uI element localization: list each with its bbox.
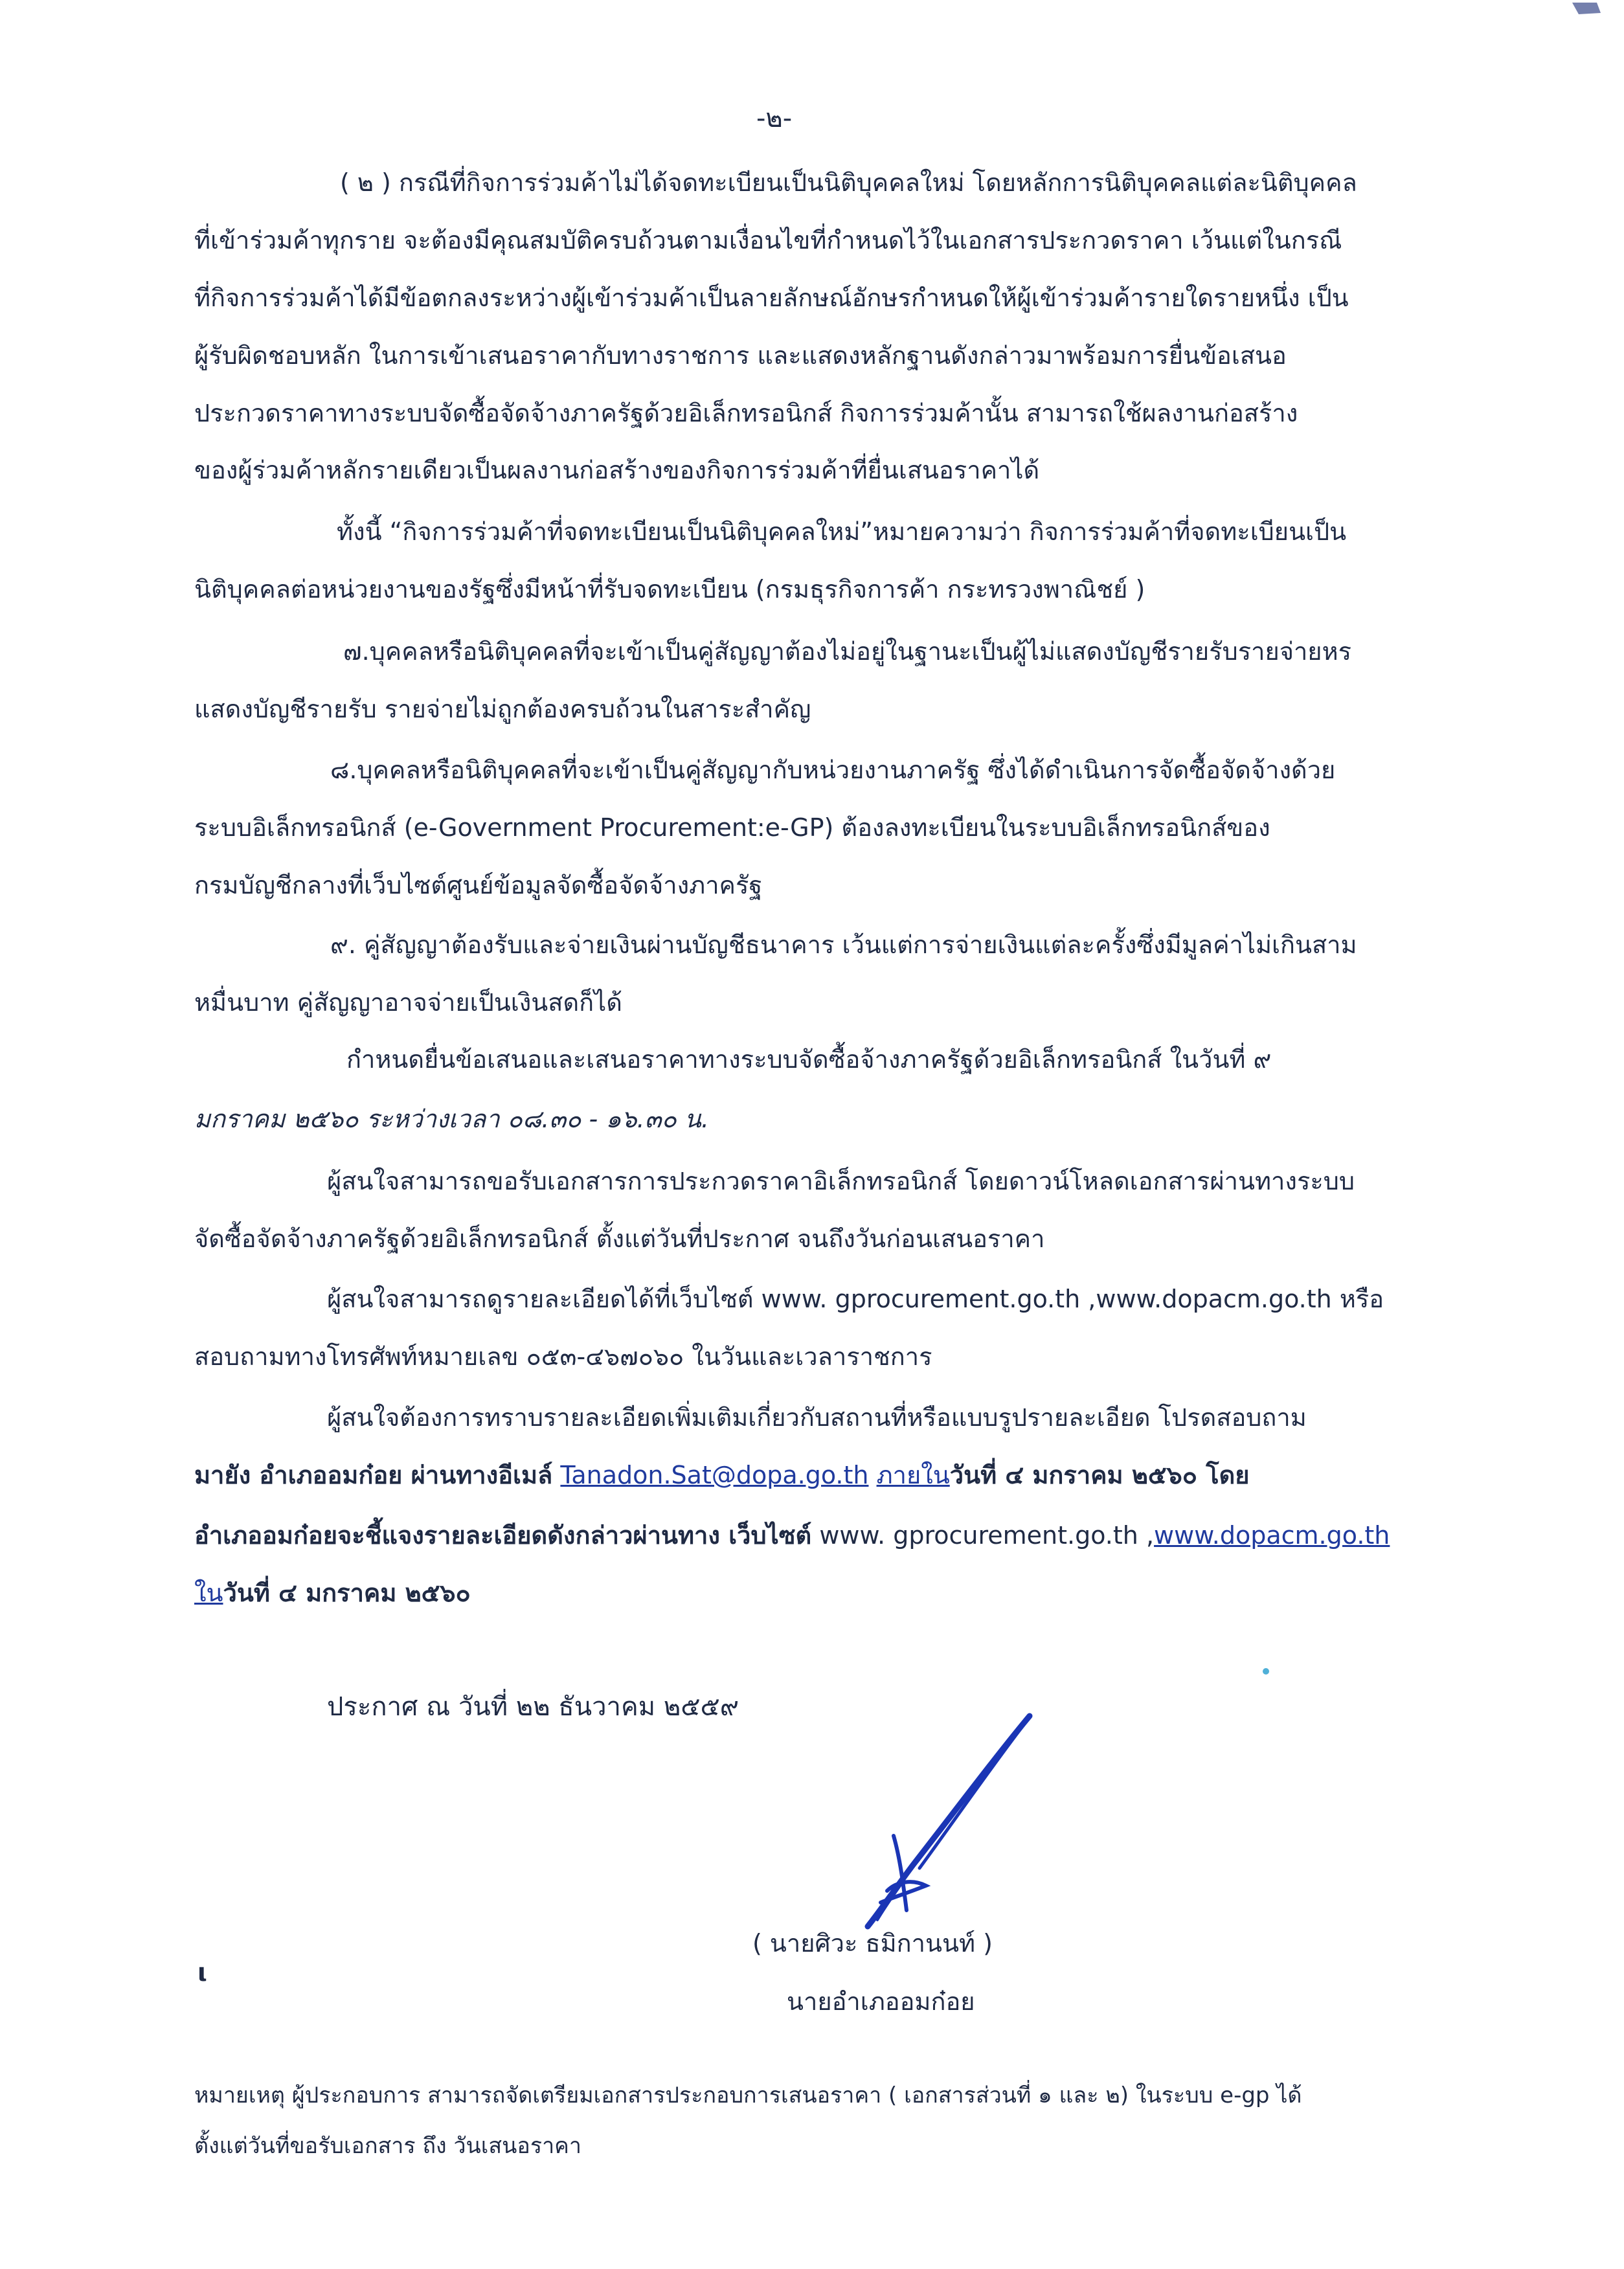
website-line-1: ผู้สนใจสามารถดูรายละเอียดได้ที่เว็บไซต์ www. gprocurement.go.th ,www.dopacm.go.th หรือ <box>327 1285 1384 1313</box>
para-1-line-6: ของผู้ร่วมค้าหลักรายเดียวเป็นผลงานก่อสร้างของกิจการร่วมค้าที่ยื่นเสนอราคาได้ <box>194 456 1040 484</box>
dopacm-link[interactable]: www.dopacm.go.th <box>1154 1521 1390 1550</box>
para-2-line-2: นิติบุคคลต่อหน่วยงานของรัฐซึ่งมีหน้าที่รับจดทะเบียน (กรมธุรกิจการค้า กระทรวงพาณิชย์ ) <box>194 575 1145 604</box>
stray-mark: ι <box>197 1958 207 1987</box>
clarification-date: วันที่ ๔ มกราคม ๒๕๖๐ <box>223 1579 471 1607</box>
email-link[interactable]: Tanadon.Sat@dopa.go.th <box>560 1461 869 1489</box>
corner-mark <box>1567 0 1606 17</box>
schedule-line-2: มกราคม ๒๕๖๐ ระหว่างเวลา ๐๘.๓๐ - ๑๖.๓๐ น. <box>194 1105 709 1133</box>
item-9-line-1: ๙. คู่สัญญาต้องรับและจ่ายเงินผ่านบัญชีธนาคาร เว้นแต่การจ่ายเงินแต่ละครั้งซึ่งมีมูลค่าไม่เกินสาม <box>330 931 1357 959</box>
ink-dot <box>1263 1668 1269 1675</box>
phone-line: สอบถามทางโทรศัพท์หมายเลข ๐๕๓-๔๖๗๐๖๐ ในวันและเวลาราชการ <box>194 1342 932 1371</box>
para-1-line-1: ( ๒ ) กรณีที่กิจการร่วมค้าไม่ได้จดทะเบียนเป็นนิติบุคคลใหม่ โดยหลักการนิติบุคคลแต่ละนิติบุคคล <box>340 168 1357 197</box>
inquiry-line-2 <box>194 1458 1250 1492</box>
para-2-line-1: ทั้งนี้ “กิจการร่วมค้าที่จดทะเบียนเป็นนิติบุคคลใหม่”หมายความว่า กิจการร่วมค้าที่จดทะเบียนเป็น <box>337 517 1347 546</box>
item-9-line-2: หมื่นบาท คู่สัญญาอาจจ่ายเป็นเงินสดก็ได้ <box>194 988 622 1017</box>
signer-title: นายอำเภออมก๋อย <box>787 1987 975 2016</box>
inquiry-deadline: วันที่ ๔ มกราคม ๒๕๖๐ โดย <box>949 1461 1250 1489</box>
para-1-line-3: ที่กิจการร่วมค้าได้มีข้อตกลงระหว่างผู้เข้าร่วมค้าเป็นลายลักษณ์อักษรกำหนดให้ผู้เข้าร่วมค้ารายใดรายหนึ่ง เป็น <box>194 284 1349 312</box>
para-1-line-5: ประกวดราคาทางระบบจัดซื้อจัดจ้างภาครัฐด้วยอิเล็กทรอนิกส์ กิจการร่วมค้านั้น สามารถใช้ผลงานก่อสร้าง <box>194 399 1298 427</box>
item-7-line-1: ๗.บุคคลหรือนิติบุคคลที่จะเข้าเป็นคู่สัญญาต้องไม่อยู่ในฐานะเป็นผู้ไม่แสดงบัญชีรายรับรายจ่ายหร <box>343 637 1352 666</box>
item-7-line-2: แสดงบัญชีรายรับ รายจ่ายไม่ถูกต้องครบถ้วนในสาระสำคัญ <box>194 695 811 723</box>
page-number: -๒- <box>756 104 793 133</box>
within-label: ภายใน <box>876 1461 950 1489</box>
download-line-2: จัดซื้อจัดจ้างภาครัฐด้วยอิเล็กทรอนิกส์ ตั้งแต่วันที่ประกาศ จนถึงวันก่อนเสนอราคา <box>194 1225 1045 1253</box>
gprocurement-website: www. gprocurement.go.th , <box>819 1521 1155 1550</box>
clarification-label: อำเภออมก๋อยจะชี้แจงรายละเอียดดังกล่าวผ่านทาง เว็บไซต์ <box>194 1521 812 1550</box>
on-label: ใน <box>194 1579 223 1607</box>
signer-name: ( นายศิวะ ธมิกานนท์ ) <box>752 1929 993 1958</box>
item-8-line-3: กรมบัญชีกลางที่เว็บไซต์ศูนย์ข้อมูลจัดซื้อจัดจ้างภาครัฐ <box>194 871 763 899</box>
para-1-line-4: ผู้รับผิดชอบหลัก ในการเข้าเสนอราคากับทางราชการ และแสดงหลักฐานดังกล่าวมาพร้อมการยื่นข้อเสนอ <box>194 341 1287 370</box>
para-1-line-2: ที่เข้าร่วมค้าทุกราย จะต้องมีคุณสมบัติครบถ้วนตามเงื่อนไขที่กำหนดไว้ในเอกสารประกวดราคา เว้นแต่ในกรณี <box>194 226 1342 254</box>
schedule-line-1: กำหนดยื่นข้อเสนอและเสนอราคาทางระบบจัดซื้อจ้างภาครัฐด้วยอิเล็กทรอนิกส์ ในวันที่ ๙ <box>346 1045 1272 1074</box>
note-line-1: หมายเหตุ ผู้ประกอบการ สามารถจัดเตรียมเอกสารประกอบการเสนอราคา ( เอกสารส่วนที่ ๑ และ ๒) ในระบบ e-gp ได้ <box>194 2083 1302 2108</box>
inquiry-line-4 <box>194 1576 471 1610</box>
signature-image <box>816 1697 1062 1943</box>
item-8-line-1: ๘.บุคคลหรือนิติบุคคลที่จะเข้าเป็นคู่สัญญากับหน่วยงานภาครัฐ ซึ่งได้ดำเนินการจัดซื้อจัดจ้างด้วย <box>330 756 1336 784</box>
download-line-1: ผู้สนใจสามารถขอรับเอกสารการประกวดราคาอิเล็กทรอนิกส์ โดยดาวน์โหลดเอกสารผ่านทางระบบ <box>327 1167 1355 1195</box>
inquiry-line-1: ผู้สนใจต้องการทราบรายละเอียดเพิ่มเติมเกี่ยวกับสถานที่หรือแบบรูปรายละเอียด โปรดสอบถาม <box>327 1403 1307 1432</box>
announcement-date: ประกาศ ณ วันที่ ๒๒ ธันวาคม ๒๕๕๙ <box>327 1692 739 1722</box>
inquiry-line-3 <box>194 1518 1390 1552</box>
item-8-line-2: ระบบอิเล็กทรอนิกส์ (e-Government Procurement:e-GP) ต้องลงทะเบียนในระบบอิเล็กทรอนิกส์ของ <box>194 813 1270 842</box>
note-line-2: ตั้งแต่วันที่ขอรับเอกสาร ถึง วันเสนอราคา <box>194 2133 582 2159</box>
inquiry-to-label: มายัง อำเภออมก๋อย ผ่านทางอีเมล์ <box>194 1461 553 1489</box>
